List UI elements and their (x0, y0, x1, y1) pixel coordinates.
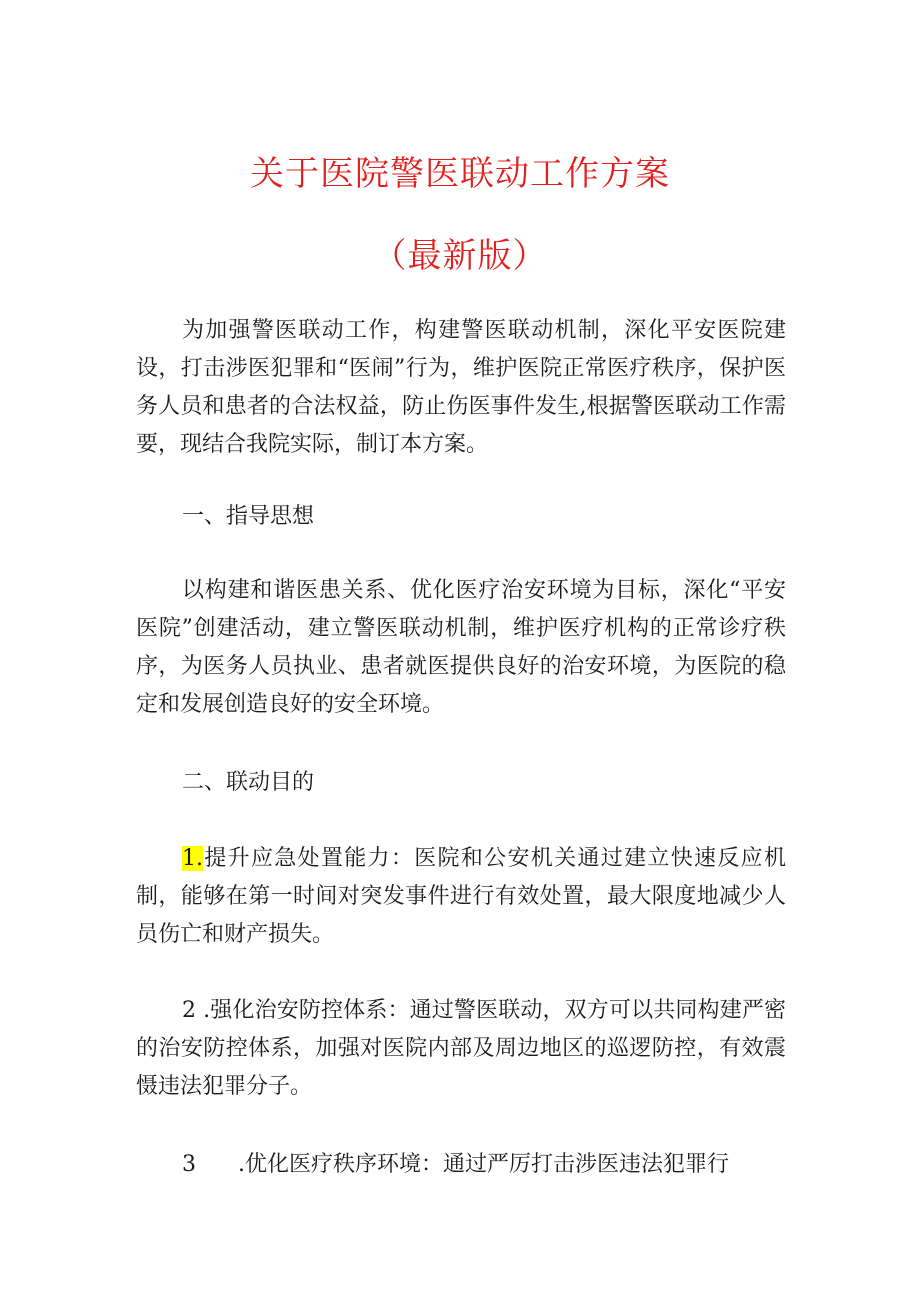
item-number-highlight: 1. (182, 846, 203, 871)
section-heading-guiding-ideology: 一、指导思想 (182, 504, 315, 529)
item-number: 2 . (182, 998, 211, 1023)
document-subtitle: （最新版） (372, 236, 548, 276)
document-title: 关于医院警医联动工作方案 (250, 154, 670, 194)
purpose-item-text: 强化治安防控体系：通过警医联动，双方可以共同构建严密的治安防控体系，加强对医院内部及周边地区的巡逻防控，有效震慑违法犯罪分子。 (136, 998, 786, 1099)
guiding-ideology-paragraph: 以构建和谐医患关系、优化医疗治安环境为目标，深化“平安医院”创建活动，建立警医联动机制，维护医疗机构的正常诊疗秩序，为医务人员执业、患者就医提供良好的治安环境，为医院的稳定和发展创造良好的安全环境。 (136, 578, 786, 717)
intro-paragraph: 为加强警医联动工作，构建警医联动机制，深化平安医院建设，打击涉医犯罪和“医闹”行为，维护医院正常医疗秩序，保护医务人员和患者的合法权益，防止伤医事件发生,根据警医联动工作需要，现结合我院实际，制订本方案。 (136, 318, 786, 457)
purpose-item-text: 提升应急处置能力：医院和公安机关通过建立快速反应机制，能够在第一时间对突发事件进行有效处置，最大限度地减少人员伤亡和财产损失。 (136, 846, 786, 947)
purpose-item-2 (136, 992, 786, 1106)
section-heading-linkage-purpose: 二、联动目的 (182, 770, 315, 795)
purpose-item-3 (136, 1146, 786, 1184)
item-number: 3 . (182, 1152, 245, 1177)
purpose-item-text: 优化医疗秩序环境：通过严厉打击涉医违法犯罪行 (244, 1152, 729, 1177)
purpose-item-1 (136, 840, 786, 954)
